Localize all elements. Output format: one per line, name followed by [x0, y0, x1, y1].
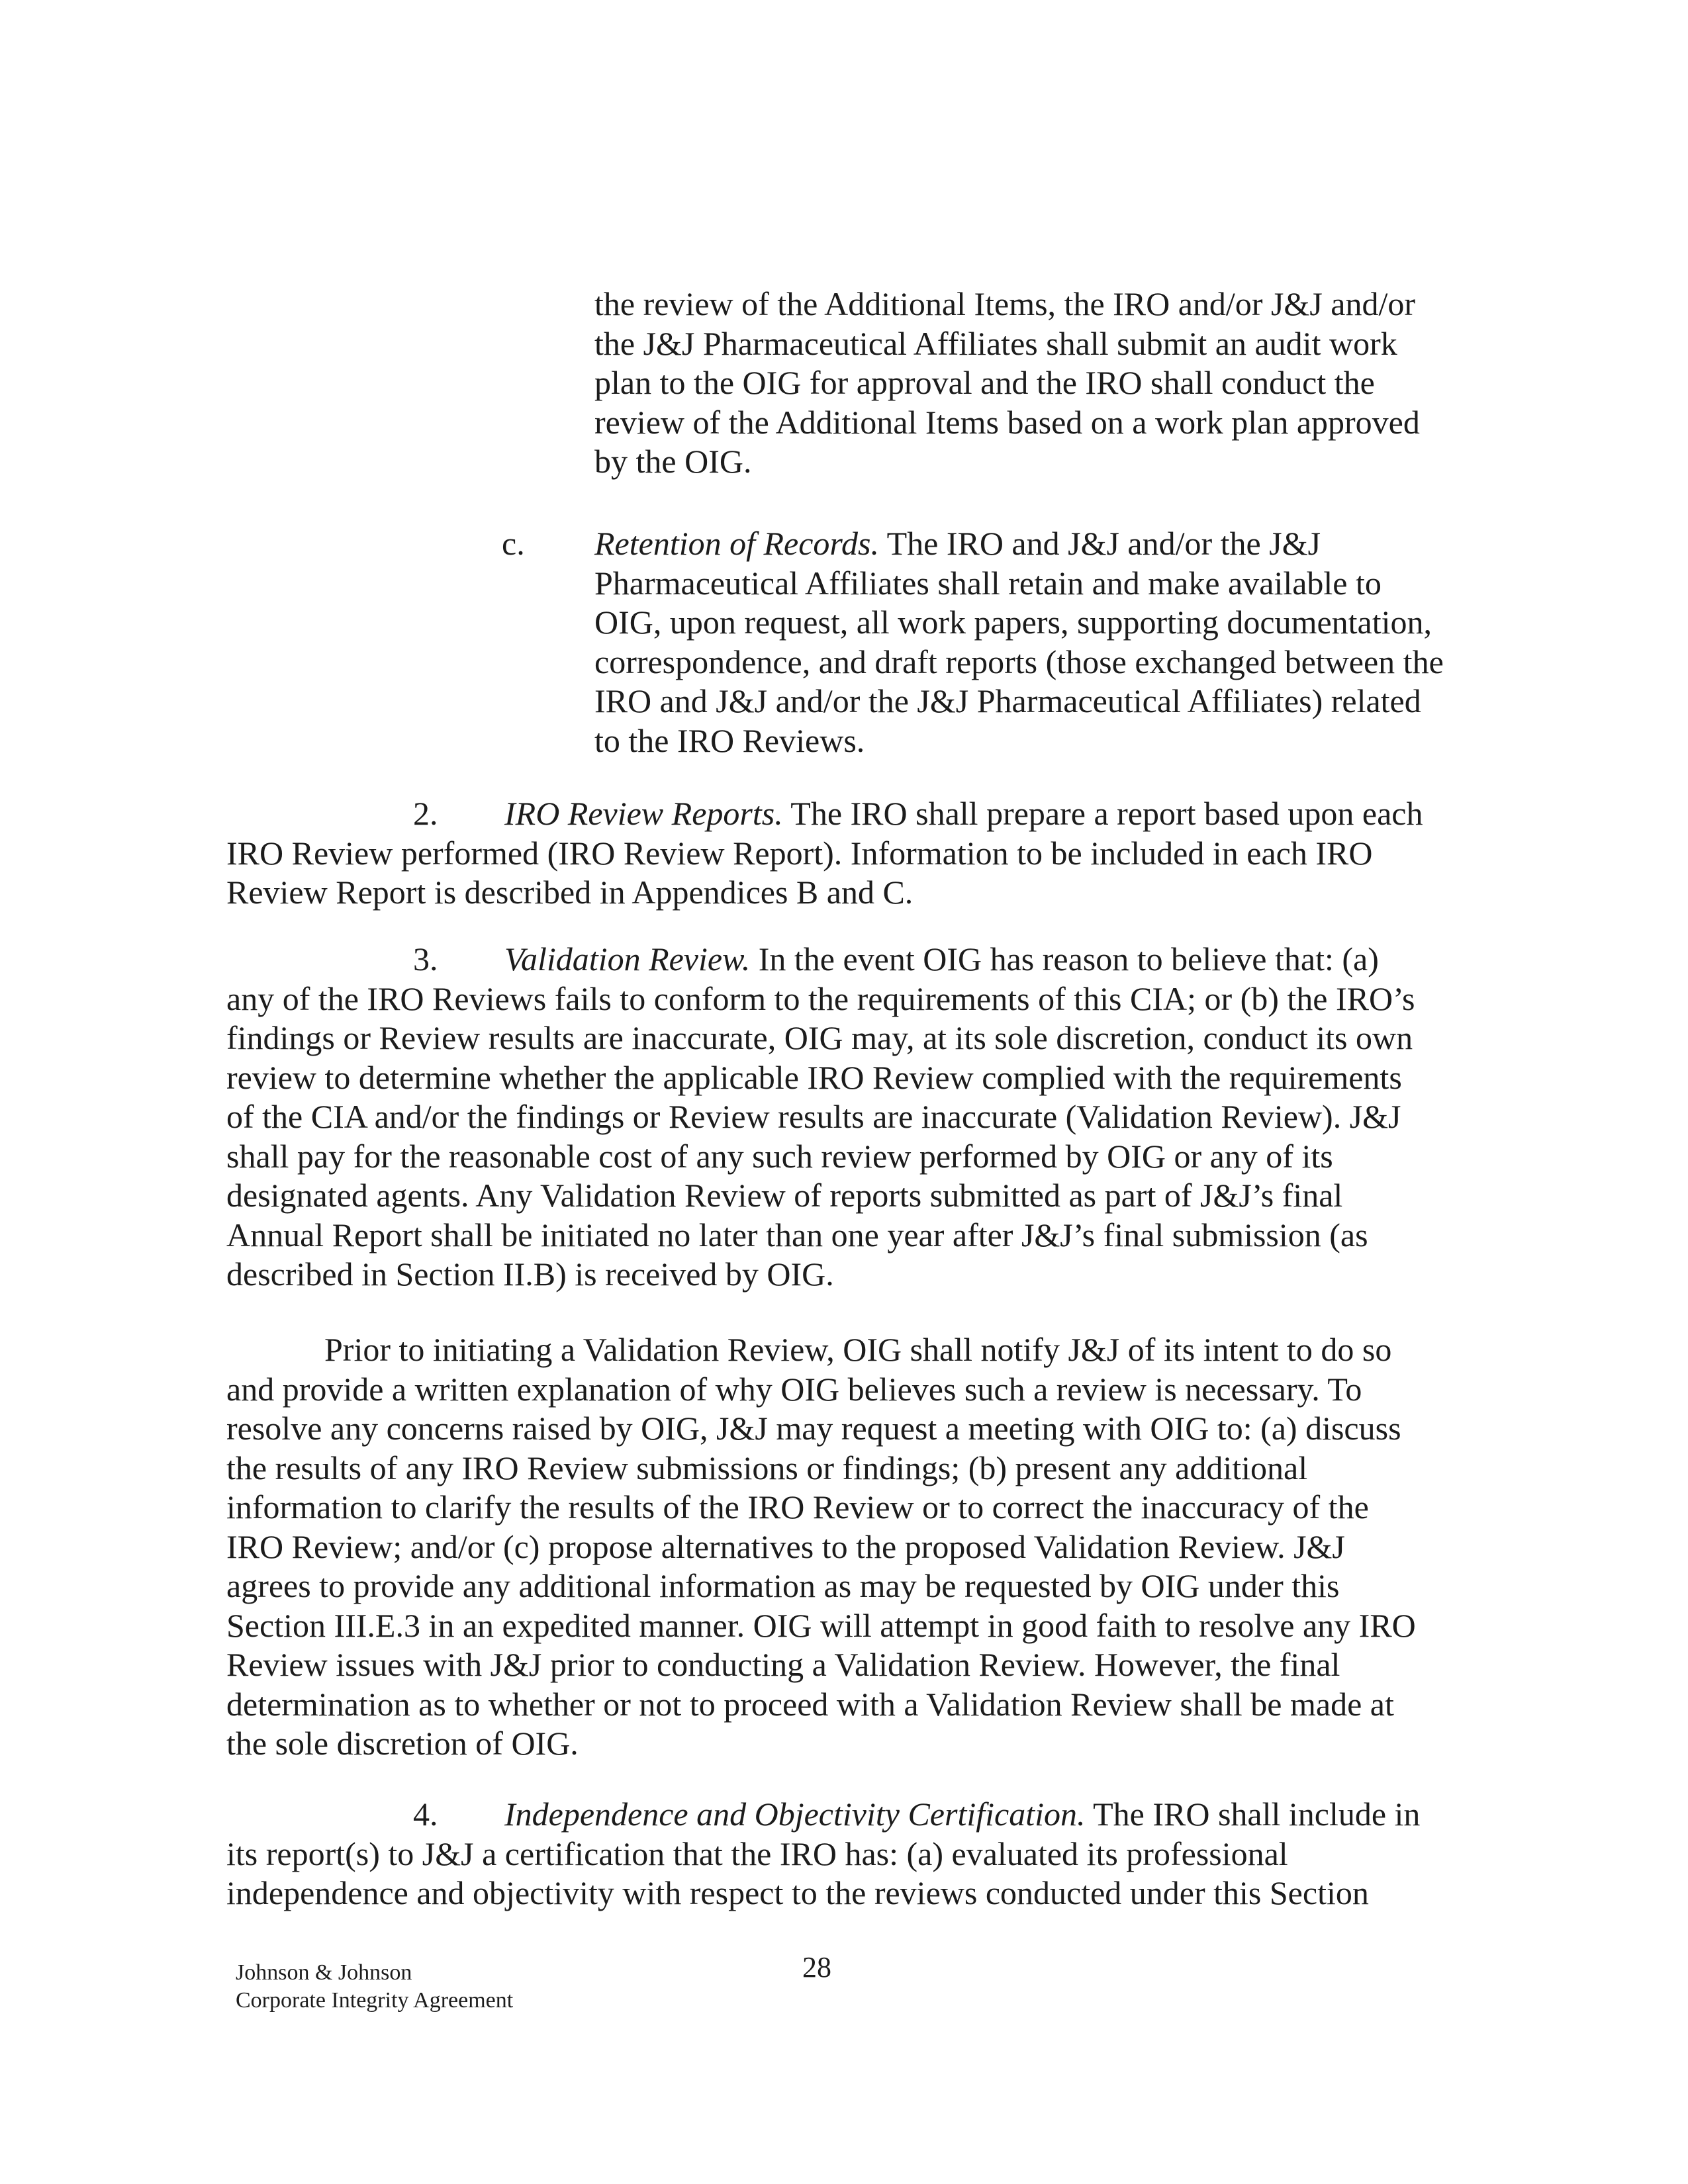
subsection-letter: c. — [502, 525, 525, 562]
subsection-body: The IRO and J&J and/or the J&J Pharmaceutical Affiliates shall retain and make available to OIG, upon request, all work papers, supporting documentation, correspondence, and draft reports (those exchanged between the IRO and J&J and/or the J&J Pharmaceutical Affiliates) related to the IRO Reviews. — [594, 525, 1444, 759]
section-heading: Independence and Objectivity Certification. — [504, 1796, 1086, 1833]
section-number: 2. — [413, 795, 438, 832]
prior-to-validation-paragraph: Prior to initiating a Validation Review, OIG shall notify J&J of its intent to do so and provide a written explanation of why OIG believes such a review is necessary. To resolve any concerns raised by OIG, J&J may request a meeting with OIG to: (a) discuss the results of any IRO Review submissions or findings; (b) present any additional information to clarify the results of the IRO Review or to correct the inaccuracy of the IRO Review; and/or (c) propose alternatives to the proposed Validation Review. J&J agrees to provide any additional information as may be requested by OIG under this Section III.E.3 in an expedited manner. OIG will attempt in good faith to resolve any IRO Review issues with J&J prior to conducting a Validation Review. However, the final determination as to whether or not to proceed with a Validation Review shall be made at the sole discretion of OIG. — [226, 1331, 1416, 1762]
section-4-independence-certification — [226, 1795, 1431, 1913]
section-body: In the event OIG has reason to believe that: (a) any of the IRO Reviews fails to conform to the requirements of this CIA; or (b) the IRO’s findings or Review results are inaccurate, OIG may, at its sole discretion, conduct its own review to determine whether the applicable IRO Review complied with the requirements of the CIA and/or the findings or Review results are inaccurate (Validation Review). J&J shall pay for the reasonable cost of any such review performed by OIG or any of its designated agents. Any Validation Review of reports submitted as part of J&J’s final Annual Report shall be initiated no later than one year after J&J’s final submission (as described in Section II.B) is received by OIG. — [226, 940, 1415, 1293]
section-number: 4. — [413, 1796, 438, 1833]
footer-company: Johnson & Johnson — [236, 1960, 412, 1985]
footer-document-title: Corporate Integrity Agreement — [236, 1988, 514, 2013]
subsection-heading: Retention of Records. — [594, 525, 879, 562]
subsection-c-retention-of-records — [502, 524, 1455, 760]
page-number: 28 — [802, 1951, 831, 1983]
section-body: The IRO shall include in its report(s) to J&J a certification that the IRO has: (a) evaluated its professional independence and objectivity with respect to the reviews conducted under this Section — [226, 1796, 1421, 1911]
page-footer — [236, 1959, 513, 2015]
section-heading: IRO Review Reports. — [504, 795, 783, 832]
continuation-paragraph: the review of the Additional Items, the IRO and/or J&J and/or the J&J Pharmaceutical Affiliates shall submit an audit work plan to the OIG for approval and the IRO shall conduct the review of the Additional Items based on a work plan approved by the OIG. — [594, 285, 1420, 480]
section-2-iro-review-reports — [226, 794, 1431, 913]
section-heading: Validation Review. — [504, 940, 751, 978]
section-number: 3. — [413, 940, 438, 978]
section-3-validation-review — [226, 940, 1431, 1295]
section-body: The IRO shall prepare a report based upon each IRO Review performed (IRO Review Report). Information to be included in each IRO Review Report is described in Appendices B and C. — [226, 795, 1423, 911]
